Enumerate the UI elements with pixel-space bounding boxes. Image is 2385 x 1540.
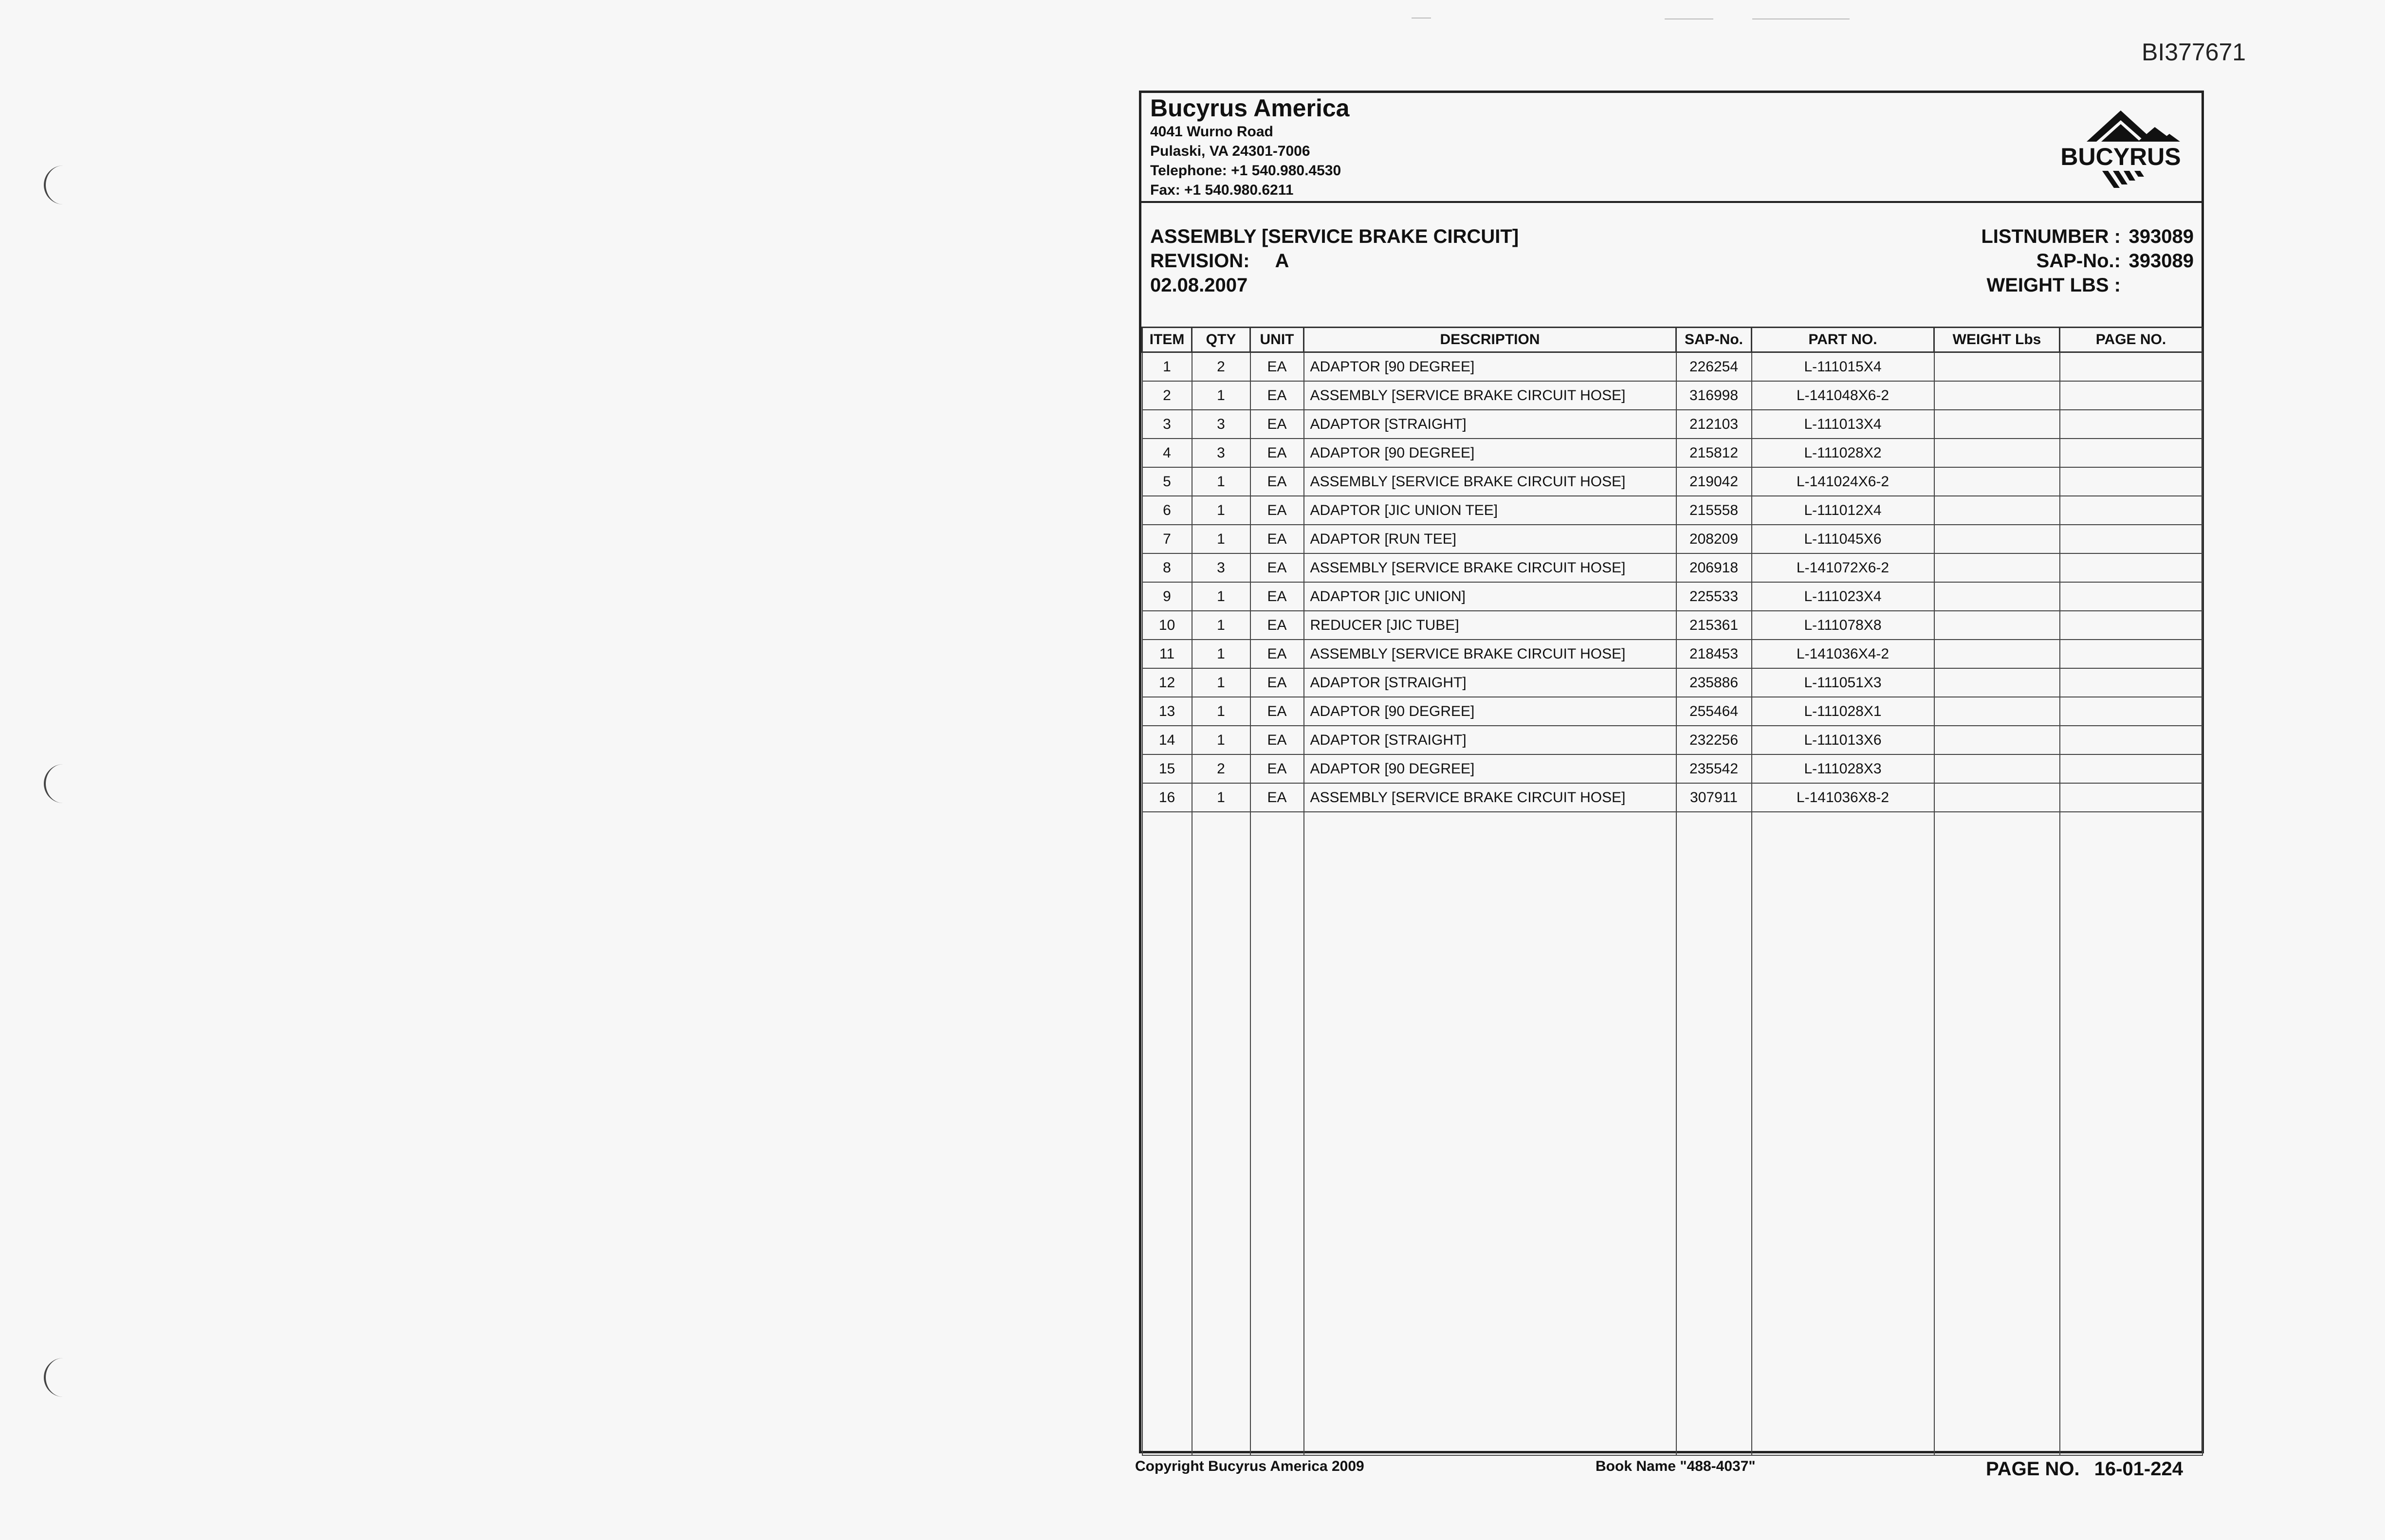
part-no-cell: L-111013X4: [1752, 410, 1934, 439]
page-no-cell: [2060, 525, 2202, 553]
qty-cell: 1: [1192, 525, 1250, 553]
weight-cell: [1934, 754, 2060, 783]
weight-cell: [1934, 553, 2060, 582]
page-no-cell: [2060, 496, 2202, 525]
unit-cell: EA: [1250, 553, 1304, 582]
assembly-info: [1150, 224, 1519, 297]
unit-cell: EA: [1250, 697, 1304, 726]
part-no-cell: L-141072X6-2: [1752, 553, 1934, 582]
assembly-date: 02.08.2007: [1150, 275, 1248, 296]
column-header-description: DESCRIPTION: [1304, 328, 1676, 352]
weight-cell: [1934, 467, 2060, 496]
unit-cell: EA: [1250, 410, 1304, 439]
page-no-cell: [2060, 467, 2202, 496]
qty-cell: 2: [1192, 352, 1250, 382]
column-header-item: ITEM: [1142, 328, 1192, 352]
weight-cell: [1934, 381, 2060, 410]
unit-cell: EA: [1250, 525, 1304, 553]
qty-cell: 2: [1192, 754, 1250, 783]
item-cell: 6: [1142, 496, 1192, 525]
empty-cell: [2060, 812, 2202, 1455]
table-body: [1142, 352, 2202, 1456]
company-block: [1150, 94, 1349, 200]
page-no-cell: [2060, 410, 2202, 439]
page-no-cell: [2060, 754, 2202, 783]
weight-value: [2121, 273, 2194, 297]
item-cell: 9: [1142, 582, 1192, 611]
sap-no-cell: 215361: [1676, 611, 1752, 640]
logo-wordmark: BUCYRUS: [2060, 143, 2181, 170]
part-no-cell: L-111028X2: [1752, 439, 1934, 467]
table-row: [1142, 783, 2202, 812]
sap-no-cell: 307911: [1676, 783, 1752, 812]
table-row: [1142, 611, 2202, 640]
unit-cell: EA: [1250, 381, 1304, 410]
bucyrus-logo: [2048, 108, 2194, 195]
part-no-cell: L-141036X4-2: [1752, 640, 1934, 668]
header-divider: [1141, 201, 2202, 203]
weight-cell: [1934, 410, 2060, 439]
unit-cell: EA: [1250, 496, 1304, 525]
table-row: [1142, 525, 2202, 553]
listnumber-value: 393089: [2128, 226, 2194, 247]
table-row: [1142, 439, 2202, 467]
sap-no-cell: 316998: [1676, 381, 1752, 410]
qty-cell: 1: [1192, 726, 1250, 754]
copyright-text: Copyright Bucyrus America 2009: [1135, 1458, 1364, 1474]
qty-cell: 3: [1192, 439, 1250, 467]
book-name: Book Name "488-4037": [1596, 1458, 1756, 1474]
qty-cell: 1: [1192, 381, 1250, 410]
description-cell: REDUCER [JIC TUBE]: [1304, 611, 1676, 640]
page-no-cell: [2060, 553, 2202, 582]
table-row: [1142, 381, 2202, 410]
weight-cell: [1934, 697, 2060, 726]
unit-cell: EA: [1250, 439, 1304, 467]
weight-cell: [1934, 640, 2060, 668]
parts-table: [1141, 327, 2203, 1456]
table-row: [1142, 467, 2202, 496]
table-row: [1142, 668, 2202, 697]
column-header-weight: WEIGHT Lbs: [1934, 328, 2060, 352]
revision-label: REVISION:: [1150, 250, 1250, 272]
item-cell: 4: [1142, 439, 1192, 467]
assembly-title: ASSEMBLY [SERVICE BRAKE CIRCUIT]: [1150, 226, 1519, 247]
footer-page-number: [1986, 1458, 2183, 1480]
description-cell: ADAPTOR [90 DEGREE]: [1304, 439, 1676, 467]
description-cell: ADAPTOR [STRAIGHT]: [1304, 668, 1676, 697]
part-no-cell: L-111012X4: [1752, 496, 1934, 525]
page-no-cell: [2060, 439, 2202, 467]
column-header-part-no: PART NO.: [1752, 328, 1934, 352]
weight-cell: [1934, 726, 2060, 754]
item-cell: 12: [1142, 668, 1192, 697]
page-no-cell: [2060, 611, 2202, 640]
company-address-line: 4041 Wurno Road: [1150, 124, 1273, 140]
sap-number-label: SAP-No.:: [2036, 250, 2121, 272]
part-no-cell: L-111028X1: [1752, 697, 1934, 726]
qty-cell: 1: [1192, 668, 1250, 697]
page-no-cell: [2060, 668, 2202, 697]
list-info: [1981, 224, 2194, 297]
unit-cell: EA: [1250, 726, 1304, 754]
page-no-cell: [2060, 697, 2202, 726]
unit-cell: EA: [1250, 352, 1304, 382]
part-no-cell: L-141036X8-2: [1752, 783, 1934, 812]
qty-cell: 1: [1192, 611, 1250, 640]
item-cell: 11: [1142, 640, 1192, 668]
sap-no-cell: 219042: [1676, 467, 1752, 496]
weight-cell: [1934, 582, 2060, 611]
part-no-cell: L-111078X8: [1752, 611, 1934, 640]
unit-cell: EA: [1250, 611, 1304, 640]
parts-list-sheet: [1139, 91, 2204, 1453]
qty-cell: 3: [1192, 410, 1250, 439]
binder-hole-mark: [44, 165, 75, 204]
part-no-cell: L-111013X6: [1752, 726, 1934, 754]
item-cell: 3: [1142, 410, 1192, 439]
weight-cell: [1934, 783, 2060, 812]
listnumber-label: LISTNUMBER :: [1981, 226, 2121, 247]
sap-no-cell: 226254: [1676, 352, 1752, 382]
description-cell: ADAPTOR [90 DEGREE]: [1304, 352, 1676, 382]
item-cell: 2: [1142, 381, 1192, 410]
qty-cell: 1: [1192, 467, 1250, 496]
empty-table-area: [1142, 812, 2202, 1455]
page-no-cell: [2060, 582, 2202, 611]
page-no-cell: [2060, 381, 2202, 410]
empty-cell: [1934, 812, 2060, 1455]
qty-cell: 1: [1192, 783, 1250, 812]
unit-cell: EA: [1250, 783, 1304, 812]
company-name: Bucyrus America: [1150, 94, 1350, 122]
page-no-cell: [2060, 640, 2202, 668]
description-cell: ADAPTOR [JIC UNION]: [1304, 582, 1676, 611]
table-row: [1142, 553, 2202, 582]
sap-no-cell: 212103: [1676, 410, 1752, 439]
item-cell: 7: [1142, 525, 1192, 553]
table-row: [1142, 582, 2202, 611]
sap-no-cell: 215812: [1676, 439, 1752, 467]
description-cell: ASSEMBLY [SERVICE BRAKE CIRCUIT HOSE]: [1304, 381, 1676, 410]
unit-cell: EA: [1250, 467, 1304, 496]
page-no-cell: [2060, 783, 2202, 812]
qty-cell: 1: [1192, 640, 1250, 668]
qty-cell: 1: [1192, 697, 1250, 726]
item-cell: 1: [1142, 352, 1192, 382]
listnumber-row: [1981, 224, 2194, 249]
sap-no-cell: 208209: [1676, 525, 1752, 553]
empty-cell: [1192, 812, 1250, 1455]
part-no-cell: L-111045X6: [1752, 525, 1934, 553]
weight-cell: [1934, 439, 2060, 467]
part-no-cell: L-111028X3: [1752, 754, 1934, 783]
unit-cell: EA: [1250, 640, 1304, 668]
scan-artifact: [1665, 18, 1713, 19]
description-cell: ADAPTOR [90 DEGREE]: [1304, 754, 1676, 783]
unit-cell: EA: [1250, 754, 1304, 783]
item-cell: 8: [1142, 553, 1192, 582]
sap-number-row: [1981, 249, 2194, 273]
scan-artifact: [1752, 18, 1850, 19]
footer-page-label: PAGE NO.: [1986, 1458, 2080, 1480]
column-header-sap-no: SAP-No.: [1676, 328, 1752, 352]
part-no-cell: L-141048X6-2: [1752, 381, 1934, 410]
unit-cell: EA: [1250, 582, 1304, 611]
company-address-line: Pulaski, VA 24301-7006: [1150, 143, 1310, 159]
binder-hole-mark: [44, 764, 75, 803]
weight-cell: [1934, 352, 2060, 382]
weight-row: [1981, 273, 2194, 297]
qty-cell: 1: [1192, 496, 1250, 525]
column-header-qty: QTY: [1192, 328, 1250, 352]
footer-page-value: 16-01-224: [2094, 1458, 2183, 1480]
item-cell: 15: [1142, 754, 1192, 783]
sap-no-cell: 218453: [1676, 640, 1752, 668]
weight-cell: [1934, 611, 2060, 640]
part-no-cell: L-141024X6-2: [1752, 467, 1934, 496]
column-header-page-no: PAGE NO.: [2060, 328, 2202, 352]
part-no-cell: L-111015X4: [1752, 352, 1934, 382]
page-no-cell: [2060, 352, 2202, 382]
item-cell: 16: [1142, 783, 1192, 812]
sap-no-cell: 235542: [1676, 754, 1752, 783]
empty-cell: [1250, 812, 1304, 1455]
empty-cell: [1304, 812, 1676, 1455]
document-id: BI377671: [2142, 38, 2246, 66]
qty-cell: 3: [1192, 553, 1250, 582]
table-header-row: [1142, 328, 2202, 352]
table-row: [1142, 496, 2202, 525]
page-no-cell: [2060, 726, 2202, 754]
revision-row: [1150, 249, 1519, 273]
revision-value: A: [1275, 250, 1289, 272]
item-cell: 14: [1142, 726, 1192, 754]
sap-no-cell: 215558: [1676, 496, 1752, 525]
sap-no-cell: 235886: [1676, 668, 1752, 697]
weight-cell: [1934, 668, 2060, 697]
column-header-unit: UNIT: [1250, 328, 1304, 352]
description-cell: ASSEMBLY [SERVICE BRAKE CIRCUIT HOSE]: [1304, 783, 1676, 812]
description-cell: ASSEMBLY [SERVICE BRAKE CIRCUIT HOSE]: [1304, 467, 1676, 496]
company-telephone: Telephone: +1 540.980.4530: [1150, 163, 1341, 179]
table-row: [1142, 410, 2202, 439]
weight-cell: [1934, 496, 2060, 525]
empty-cell: [1142, 812, 1192, 1455]
description-cell: ADAPTOR [RUN TEE]: [1304, 525, 1676, 553]
table-row: [1142, 697, 2202, 726]
sap-no-cell: 232256: [1676, 726, 1752, 754]
qty-cell: 1: [1192, 582, 1250, 611]
item-cell: 5: [1142, 467, 1192, 496]
empty-cell: [1676, 812, 1752, 1455]
part-no-cell: L-111051X3: [1752, 668, 1934, 697]
table-row: [1142, 754, 2202, 783]
table-row: [1142, 352, 2202, 382]
company-fax: Fax: +1 540.980.6211: [1150, 182, 1294, 198]
item-cell: 10: [1142, 611, 1192, 640]
sap-no-cell: 255464: [1676, 697, 1752, 726]
description-cell: ADAPTOR [STRAIGHT]: [1304, 410, 1676, 439]
empty-cell: [1752, 812, 1934, 1455]
description-cell: ADAPTOR [STRAIGHT]: [1304, 726, 1676, 754]
description-cell: ASSEMBLY [SERVICE BRAKE CIRCUIT HOSE]: [1304, 640, 1676, 668]
description-cell: ADAPTOR [90 DEGREE]: [1304, 697, 1676, 726]
table-row: [1142, 726, 2202, 754]
description-cell: ADAPTOR [JIC UNION TEE]: [1304, 496, 1676, 525]
binder-hole-mark: [44, 1358, 75, 1397]
sap-no-cell: 225533: [1676, 582, 1752, 611]
part-no-cell: L-111023X4: [1752, 582, 1934, 611]
description-cell: ASSEMBLY [SERVICE BRAKE CIRCUIT HOSE]: [1304, 553, 1676, 582]
table-row: [1142, 640, 2202, 668]
unit-cell: EA: [1250, 668, 1304, 697]
item-cell: 13: [1142, 697, 1192, 726]
sap-no-cell: 206918: [1676, 553, 1752, 582]
weight-cell: [1934, 525, 2060, 553]
weight-label: WEIGHT LBS :: [1986, 275, 2121, 296]
sap-number-value: 393089: [2128, 250, 2194, 272]
